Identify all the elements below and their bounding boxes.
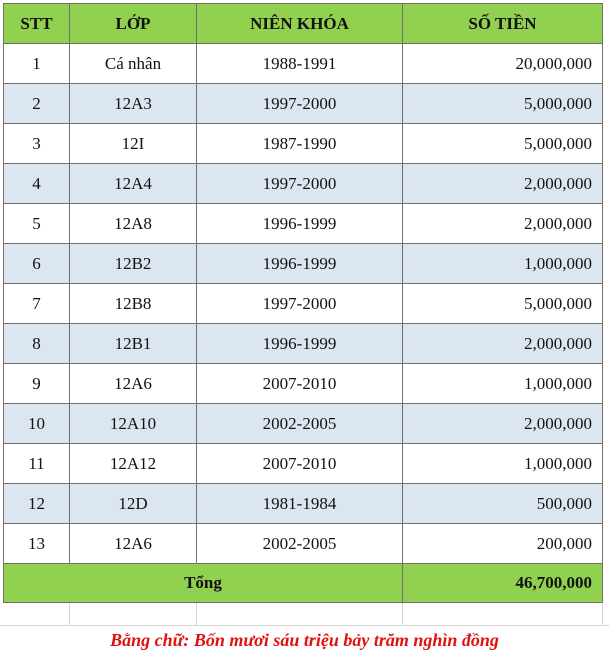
- cell-stt[interactable]: 2: [4, 84, 70, 124]
- cell-lop[interactable]: 12A6: [70, 524, 197, 564]
- table-row: [4, 244, 603, 284]
- cell-stt[interactable]: 9: [4, 364, 70, 404]
- cell-lop[interactable]: 12B8: [70, 284, 197, 324]
- cell-stt[interactable]: 1: [4, 44, 70, 84]
- cell-nien-khoa[interactable]: 2007-2010: [197, 444, 403, 484]
- cell-lop[interactable]: 12B1: [70, 324, 197, 364]
- cell-stt[interactable]: 13: [4, 524, 70, 564]
- table-row: [4, 324, 603, 364]
- table-row: [4, 444, 603, 484]
- cell-nien-khoa[interactable]: 1981-1984: [197, 484, 403, 524]
- cell-nien-khoa[interactable]: 1997-2000: [197, 84, 403, 124]
- total-value[interactable]: 46,700,000: [403, 564, 603, 603]
- total-row: [4, 564, 603, 603]
- cell-so-tien[interactable]: 20,000,000: [403, 44, 603, 84]
- cell-nien-khoa[interactable]: 1988-1991: [197, 44, 403, 84]
- cell-stt[interactable]: 5: [4, 204, 70, 244]
- table-row: [4, 84, 603, 124]
- header-nien-khoa[interactable]: NIÊN KHÓA: [197, 4, 403, 44]
- cell-nien-khoa[interactable]: 1996-1999: [197, 324, 403, 364]
- cell-so-tien[interactable]: 500,000: [403, 484, 603, 524]
- cell-nien-khoa[interactable]: 2002-2005: [197, 404, 403, 444]
- header-stt[interactable]: STT: [4, 4, 70, 44]
- header-lop[interactable]: LỚP: [70, 4, 197, 44]
- cell-so-tien[interactable]: 2,000,000: [403, 404, 603, 444]
- cell-so-tien[interactable]: 200,000: [403, 524, 603, 564]
- table-row: [4, 164, 603, 204]
- table-row: [4, 124, 603, 164]
- amount-in-words: Bằng chữ: Bốn mươi sáu triệu bảy trăm nghìn đồng: [110, 630, 499, 650]
- table-row: [4, 204, 603, 244]
- cell-lop[interactable]: 12D: [70, 484, 197, 524]
- cell-lop[interactable]: 12I: [70, 124, 197, 164]
- cell-nien-khoa[interactable]: 1996-1999: [197, 204, 403, 244]
- cell-so-tien[interactable]: 1,000,000: [403, 364, 603, 404]
- cell-lop[interactable]: 12A10: [70, 404, 197, 444]
- cell-lop[interactable]: 12A4: [70, 164, 197, 204]
- table-row: [4, 404, 603, 444]
- cell-lop[interactable]: 12A12: [70, 444, 197, 484]
- donation-table: [3, 3, 603, 603]
- cell-lop[interactable]: 12A6: [70, 364, 197, 404]
- cell-lop[interactable]: 12A8: [70, 204, 197, 244]
- cell-nien-khoa[interactable]: 2002-2005: [197, 524, 403, 564]
- cell-stt[interactable]: 11: [4, 444, 70, 484]
- cell-so-tien[interactable]: 2,000,000: [403, 324, 603, 364]
- table-row: [4, 364, 603, 404]
- table-row: [4, 284, 603, 324]
- cell-nien-khoa[interactable]: 1997-2000: [197, 164, 403, 204]
- table-row: [4, 484, 603, 524]
- cell-stt[interactable]: 8: [4, 324, 70, 364]
- cell-stt[interactable]: 12: [4, 484, 70, 524]
- table-row: [4, 44, 603, 84]
- empty-row-gridline: [0, 625, 609, 626]
- cell-lop[interactable]: Cá nhân: [70, 44, 197, 84]
- header-so-tien[interactable]: SỐ TIỀN: [403, 4, 603, 44]
- total-label[interactable]: Tổng: [4, 564, 403, 603]
- cell-stt[interactable]: 7: [4, 284, 70, 324]
- cell-stt[interactable]: 6: [4, 244, 70, 284]
- cell-stt[interactable]: 10: [4, 404, 70, 444]
- cell-so-tien[interactable]: 5,000,000: [403, 124, 603, 164]
- cell-so-tien[interactable]: 1,000,000: [403, 244, 603, 284]
- cell-lop[interactable]: 12B2: [70, 244, 197, 284]
- cell-so-tien[interactable]: 1,000,000: [403, 444, 603, 484]
- cell-lop[interactable]: 12A3: [70, 84, 197, 124]
- cell-so-tien[interactable]: 5,000,000: [403, 284, 603, 324]
- cell-stt[interactable]: 3: [4, 124, 70, 164]
- cell-so-tien[interactable]: 2,000,000: [403, 164, 603, 204]
- cell-nien-khoa[interactable]: 2007-2010: [197, 364, 403, 404]
- empty-spreadsheet-row[interactable]: [0, 603, 609, 625]
- table-row: [4, 524, 603, 564]
- cell-nien-khoa[interactable]: 1997-2000: [197, 284, 403, 324]
- cell-stt[interactable]: 4: [4, 164, 70, 204]
- cell-nien-khoa[interactable]: 1987-1990: [197, 124, 403, 164]
- cell-nien-khoa[interactable]: 1996-1999: [197, 244, 403, 284]
- cell-so-tien[interactable]: 5,000,000: [403, 84, 603, 124]
- header-row: [4, 4, 603, 44]
- cell-so-tien[interactable]: 2,000,000: [403, 204, 603, 244]
